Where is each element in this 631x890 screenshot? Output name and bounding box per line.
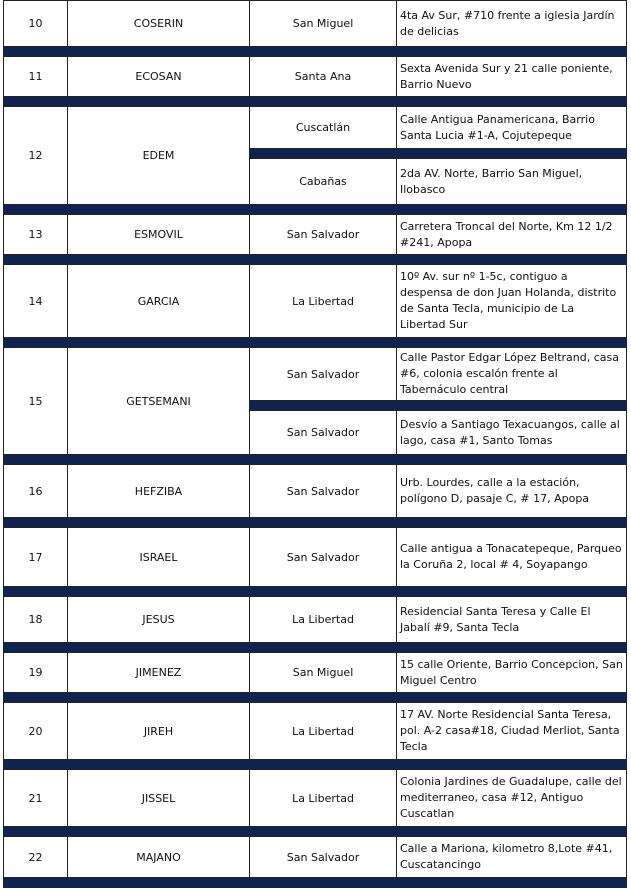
department: La Libertad <box>249 596 397 643</box>
department: San Salvador <box>249 527 397 587</box>
workshop-table <box>3 0 627 888</box>
row-number: 19 <box>3 652 68 693</box>
department: San Miguel <box>249 652 397 693</box>
workshop-name: ECOSAN <box>67 56 250 97</box>
workshop-name: JESUS <box>67 596 250 643</box>
branch-separator <box>249 401 627 410</box>
address: Colonia Jardines de Guadalupe, calle del mediterraneo, casa #12, Antiguo Cuscatlan <box>396 769 627 827</box>
row-separator <box>3 455 627 464</box>
address: Calle antigua a Tonacatepeque, Parqueo la Coruña 2, local # 4, Soyapango <box>396 527 627 587</box>
row-number: 15 <box>3 347 68 455</box>
workshop-name: ISRAEL <box>67 527 250 587</box>
row-number: 11 <box>3 56 68 97</box>
workshop-name: JIREH <box>67 702 250 760</box>
row-separator <box>3 878 627 888</box>
address: 2da AV. Norte, Barrio San Miguel, Ilobasco <box>396 158 627 205</box>
address: Sexta Avenida Sur y 21 calle poniente, Barrio Nuevo <box>396 56 627 97</box>
department: Cuscatlán <box>249 106 397 149</box>
department: San Miguel <box>249 0 397 47</box>
row-separator <box>3 97 627 106</box>
row-number: 17 <box>3 527 68 587</box>
department: La Libertad <box>249 702 397 760</box>
department: La Libertad <box>249 264 397 338</box>
department: La Libertad <box>249 769 397 827</box>
row-separator <box>3 827 627 836</box>
row-number: 14 <box>3 264 68 338</box>
workshop-name: JISSEL <box>67 769 250 827</box>
department: Santa Ana <box>249 56 397 97</box>
department: Cabañas <box>249 158 397 205</box>
row-separator <box>3 255 627 264</box>
address: Calle Antigua Panamericana, Barrio Santa Lucia #1-A, Cojutepeque <box>396 106 627 149</box>
address: Desvío a Santiago Texacuangos, calle al lago, casa #1, Santo Tomas <box>396 410 627 455</box>
address: 15 calle Oriente, Barrio Concepcion, San Miguel Centro <box>396 652 627 693</box>
workshop-name: ESMOVIL <box>67 214 250 255</box>
address: 4ta Av Sur, #710 frente a iglesia Jardín de delicias <box>396 0 627 47</box>
row-number: 13 <box>3 214 68 255</box>
department: San Salvador <box>249 464 397 518</box>
row-separator <box>3 205 627 214</box>
branch-separator <box>249 149 627 158</box>
row-number: 16 <box>3 464 68 518</box>
row-number: 10 <box>3 0 68 47</box>
workshop-name: JIMENEZ <box>67 652 250 693</box>
address: Residencial Santa Teresa y Calle El Jabalí #9, Santa Tecla <box>396 596 627 643</box>
department: San Salvador <box>249 410 397 455</box>
department: San Salvador <box>249 214 397 255</box>
row-separator <box>3 587 627 596</box>
address: 10º Av. sur nº 1-5c, contiguo a despensa de don Juan Holanda, distrito de Santa Tecla, municipio de La Libertad Sur <box>396 264 627 338</box>
address: 17 AV. Norte Residencial Santa Teresa, pol. A-2 casa#18, Ciudad Merliot, Santa Tecla <box>396 702 627 760</box>
address: Urb. Lourdes, calle a la estación, polígono D, pasaje C, # 17, Apopa <box>396 464 627 518</box>
address: Calle Pastor Edgar López Beltrand, casa #6, colonia escalón frente al Tabernáculo central <box>396 347 627 401</box>
workshop-name: EDEM <box>67 106 250 205</box>
workshop-name: MAJANO <box>67 836 250 878</box>
address: Carretera Troncal del Norte, Km 12 1/2 #241, Apopa <box>396 214 627 255</box>
address: Calle a Mariona, kilometro 8,Lote #41, Cuscatancingo <box>396 836 627 878</box>
workshop-name: GARCIA <box>67 264 250 338</box>
workshop-name: GETSEMANI <box>67 347 250 455</box>
department: San Salvador <box>249 347 397 401</box>
row-separator <box>3 643 627 652</box>
workshop-name: COSERIN <box>67 0 250 47</box>
row-separator <box>3 338 627 347</box>
row-number: 12 <box>3 106 68 205</box>
row-number: 20 <box>3 702 68 760</box>
row-number: 21 <box>3 769 68 827</box>
row-number: 18 <box>3 596 68 643</box>
row-separator <box>3 518 627 527</box>
row-separator <box>3 693 627 702</box>
department: San Salvador <box>249 836 397 878</box>
workshop-name: HEFZIBA <box>67 464 250 518</box>
row-number: 22 <box>3 836 68 878</box>
row-separator <box>3 47 627 56</box>
row-separator <box>3 760 627 769</box>
